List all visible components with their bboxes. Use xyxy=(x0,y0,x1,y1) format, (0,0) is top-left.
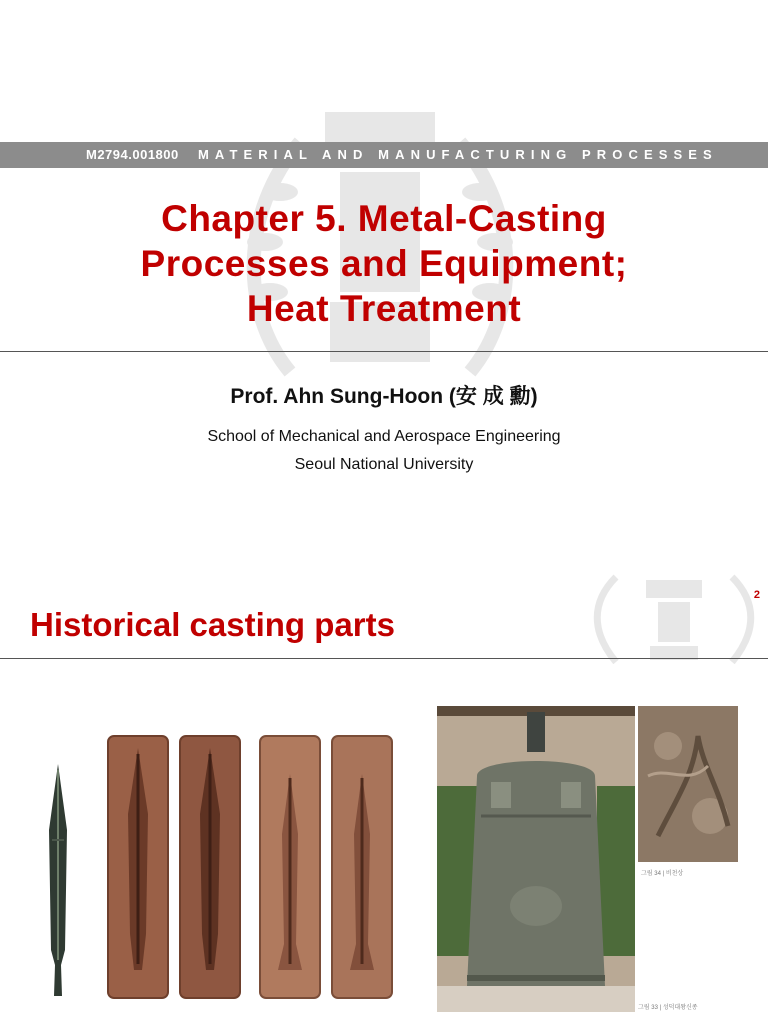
bronze-bell-image xyxy=(437,706,635,1012)
content-slide xyxy=(0,512,768,1024)
chapter-title xyxy=(40,196,728,331)
professor-name: Prof. Ahn Sung-Hoon (安 成 勳) xyxy=(230,385,538,408)
title-divider xyxy=(0,351,768,352)
slide-title: Historical casting parts xyxy=(30,606,395,643)
course-name: MATERIAL AND MANUFACTURING PROCESSES xyxy=(198,147,718,162)
course-code: M2794.001800 xyxy=(86,147,179,162)
chapter-title-line: Heat Treatment xyxy=(246,288,522,329)
bronze-dagger-image xyxy=(38,760,78,1000)
course-banner xyxy=(0,142,768,168)
bell-caption: 그림 33 | 성덕대왕신종 xyxy=(638,1005,698,1011)
department-name: School of Mechanical and Aerospace Engineering xyxy=(207,428,561,445)
university-name: Seoul National University xyxy=(294,456,474,473)
snu-emblem-watermark-icon xyxy=(586,572,762,664)
stone-mold-image xyxy=(258,734,322,1000)
stone-mold-image xyxy=(178,734,242,1000)
stone-mold-image xyxy=(106,734,170,1000)
relief-caption: 그림 34 | 비천상 xyxy=(641,871,684,877)
bell-relief-image xyxy=(638,706,738,862)
slide-number: 2 xyxy=(753,589,760,601)
stone-mold-image xyxy=(330,734,394,1000)
chapter-title-line: Chapter 5. Metal-Casting xyxy=(161,198,607,239)
chapter-title-line: Processes and Equipment; xyxy=(140,243,628,284)
title-divider xyxy=(0,658,768,659)
